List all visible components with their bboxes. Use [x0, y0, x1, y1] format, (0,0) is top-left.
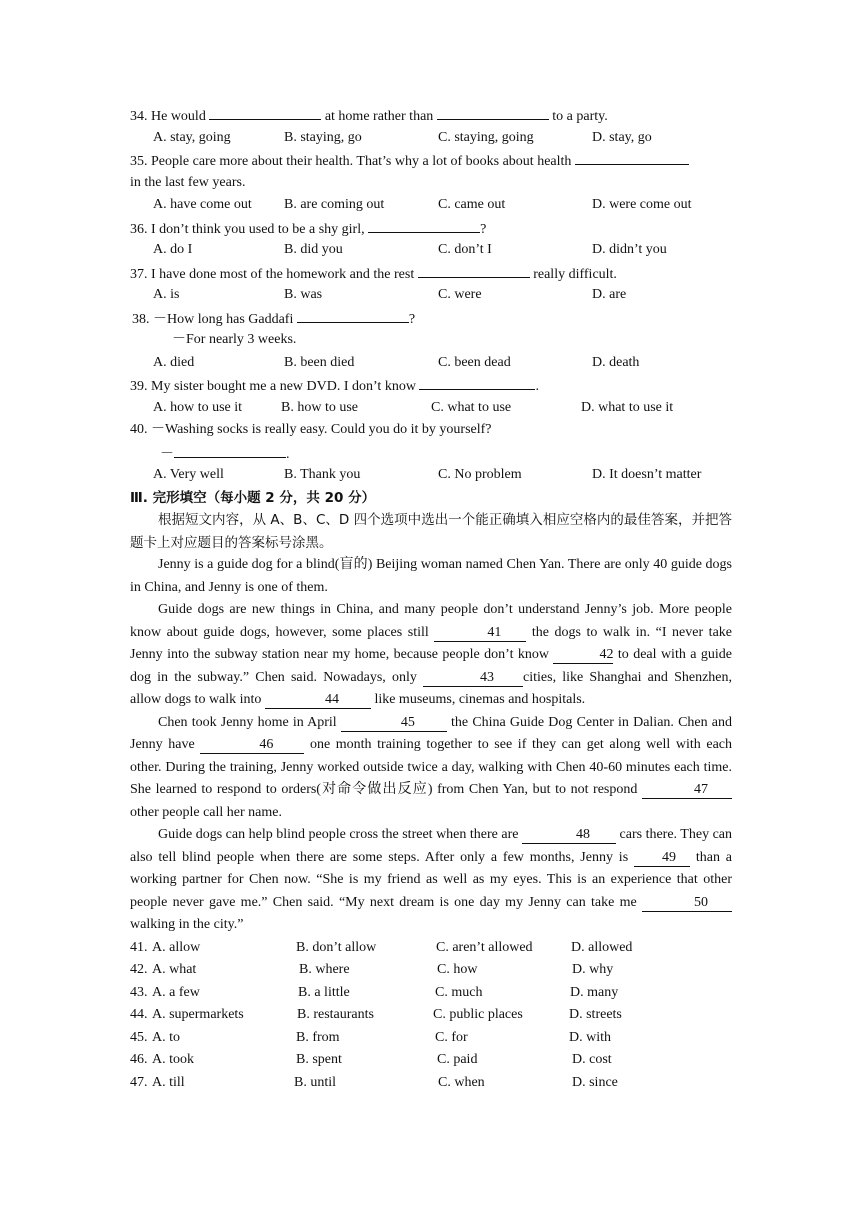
dialogue-dash: －	[160, 446, 174, 462]
question-stem: really difficult.	[533, 266, 617, 282]
cloze-options-43	[130, 982, 732, 1005]
option-a: A. took	[152, 1052, 194, 1067]
question-stem: to a party.	[552, 109, 608, 124]
option-b: B. staying, go	[284, 129, 362, 145]
option-c: C. how	[437, 962, 478, 977]
cloze-blank-46: 46	[200, 737, 304, 754]
option-a: A. what	[152, 962, 197, 977]
option-a: A. a few	[152, 984, 200, 1000]
option-c: C. aren’t allowed	[436, 939, 533, 955]
question-stem: －Washing socks is really easy. Could you do it by yourself?	[151, 422, 492, 437]
section-instruction: 根据短文内容，从 A、B、C、D 四个选项中选出一个能正确填入相应空格内的最佳答案，并把答题卡上对应题目的答案标号涂黑。	[130, 512, 732, 551]
question-38	[130, 307, 732, 330]
passage-text: like museums, cinemas and hospitals.	[374, 692, 586, 707]
question-stem: People care more about their health. That’s why a lot of books about health	[151, 154, 572, 169]
question-37	[130, 262, 732, 285]
option-b: B. a little	[298, 984, 350, 1000]
option-a: A. to	[152, 1029, 180, 1045]
question-38-reply	[130, 329, 732, 352]
options-36	[130, 239, 732, 262]
cloze-options-44	[130, 1004, 732, 1027]
option-c: C. don’t I	[438, 242, 492, 257]
answer-blank	[437, 104, 549, 120]
question-number: 40.	[130, 422, 148, 437]
option-a: A. stay, going	[153, 129, 231, 145]
question-number: 35.	[130, 154, 148, 169]
option-d: D. what to use it	[581, 399, 674, 415]
option-number: 47.	[130, 1074, 148, 1090]
cloze-blank-44: 44	[265, 692, 371, 709]
option-d: D. cost	[572, 1052, 612, 1067]
cloze-blank-41: 41	[434, 625, 526, 642]
answer-blank	[209, 104, 321, 120]
cloze-options-41	[130, 937, 732, 960]
option-number: 46.	[130, 1052, 148, 1067]
passage-text: walking in the	[130, 917, 211, 932]
option-c: C. were	[438, 287, 482, 302]
answer-blank	[418, 262, 530, 278]
option-c: C. came out	[438, 197, 506, 212]
question-number: 34.	[130, 109, 148, 124]
passage-text: cars there. They can also tell blind people when there	[130, 827, 732, 865]
passage-paragraph-2	[130, 599, 732, 712]
cloze-blank-48: 48	[522, 827, 616, 844]
option-d: D. many	[570, 984, 619, 1000]
option-number: 41.	[130, 939, 148, 955]
options-38	[130, 352, 732, 375]
answer-blank	[368, 217, 480, 233]
passage-text: other people call her name.	[130, 804, 282, 820]
passage-text: the China Guide Dog Center in Dalian. Chen and Jenny have	[130, 714, 733, 752]
option-b: B. was	[284, 287, 323, 302]
question-number: 36.	[130, 221, 148, 237]
option-c: C. paid	[437, 1052, 478, 1067]
option-a: A. died	[153, 354, 195, 370]
options-34	[130, 127, 732, 150]
question-stem: .	[535, 379, 539, 394]
passage-text: are some steps. After only a few months, Jenny is	[329, 849, 629, 865]
cloze-options-47	[130, 1072, 732, 1095]
question-40-reply	[130, 442, 732, 465]
option-c: C. No problem	[438, 467, 522, 482]
option-d: D. with	[569, 1029, 611, 1045]
option-c: C. staying, going	[438, 129, 534, 145]
answer-blank	[174, 442, 286, 458]
question-stem: .	[286, 446, 290, 462]
cloze-blank-43: 43	[423, 670, 523, 687]
option-a: A. is	[153, 287, 180, 302]
question-stem: ?	[480, 221, 487, 237]
question-35-cont	[130, 172, 732, 195]
passage-paragraph-1: Jenny is a guide dog for a blind(盲的) Beijing woman named Chen Yan. There are only 40 guide dogs in China, and Jenny is one of them.	[130, 557, 732, 595]
option-a: A. supermarkets	[152, 1007, 244, 1022]
options-40	[130, 464, 732, 487]
question-40	[130, 419, 732, 442]
passage-text: one month training together to see if they can get along well with each other. During the training, Jenny worked outside twice a day, walking with Chen 40-60 minutes each time. She learned to respond to orders(对命令做出反应) from Chen Yan, but to not respond	[130, 737, 733, 797]
question-stem: I have done most of the homework and the rest	[151, 266, 415, 282]
dialogue-reply: －For nearly 3 weeks.	[172, 332, 297, 347]
passage-text: Guide dogs are new things in China, and many people don’t understand Jenny’s job. More people know about guide dogs, however, some places still	[130, 602, 732, 640]
cloze-blank-42: 42	[553, 647, 613, 664]
option-number: 45.	[130, 1029, 148, 1045]
cloze-blank-45: 45	[341, 715, 447, 732]
option-a: A. till	[152, 1074, 185, 1090]
question-number: 37.	[130, 266, 148, 282]
passage-text: Chen took Jenny home in April	[158, 714, 337, 730]
option-b: B. from	[296, 1029, 340, 1045]
options-37	[130, 284, 732, 307]
option-d: D. streets	[569, 1007, 622, 1022]
answer-blank	[575, 149, 689, 165]
section-title: Ⅲ. 完形填空（每小题 2 分，共 20 分）	[130, 489, 376, 506]
option-b: B. until	[294, 1074, 337, 1090]
option-b: B. been died	[284, 354, 355, 370]
option-d: D. death	[592, 354, 640, 370]
options-39	[130, 397, 732, 420]
question-number: 38.	[132, 311, 150, 327]
question-stem: I don’t think you used to be a shy girl,	[151, 221, 365, 237]
answer-blank	[297, 307, 409, 323]
options-35	[130, 194, 732, 217]
passage-text: cities, like Shanghai and Shenzhen, allow dogs to walk into	[130, 669, 732, 707]
option-a: A. how to use it	[153, 399, 243, 415]
option-a: A. have come out	[153, 197, 252, 212]
option-c: C. when	[438, 1074, 485, 1090]
option-c: C. what to use	[431, 399, 512, 415]
passage-paragraph-4	[130, 824, 732, 937]
option-b: B. are coming out	[284, 197, 385, 212]
option-number: 42.	[130, 962, 148, 977]
option-d: D. allowed	[571, 939, 633, 955]
option-d: D. didn’t you	[592, 242, 667, 257]
option-b: B. where	[299, 962, 350, 977]
cloze-blank-50: 50	[642, 895, 732, 912]
option-b: B. spent	[296, 1052, 342, 1067]
cloze-options-45	[130, 1027, 732, 1050]
option-a: A. Very well	[153, 467, 224, 482]
question-stem: －How long has Gaddafi	[153, 311, 294, 327]
option-d: D. are	[592, 287, 627, 302]
exam-page	[130, 104, 732, 1094]
option-a: A. allow	[152, 939, 201, 955]
question-36	[130, 217, 732, 240]
passage-paragraph-3	[130, 712, 732, 825]
passage-text: the dogs to walk in. “I never take Jenny into the subway station near my home, because people don’t know	[130, 624, 733, 662]
option-b: B. Thank you	[284, 467, 361, 482]
answer-blank	[419, 374, 535, 390]
question-number: 39.	[130, 379, 148, 394]
passage-text: city.”	[213, 917, 244, 932]
question-stem: at home rather than	[324, 109, 434, 124]
passage-text: than a working partner for Chen now. “She is my friend as well as my eyes. This is an experience that other people never gave me.” Chen said. “My next dream is one day my Jenny can take me	[130, 849, 732, 910]
option-c: C. public places	[433, 1007, 523, 1022]
option-c: C. much	[435, 984, 483, 1000]
question-35	[130, 149, 732, 172]
option-d: D. were come out	[592, 197, 692, 212]
option-c: C. for	[435, 1029, 468, 1045]
option-b: B. how to use	[281, 399, 358, 415]
option-b: B. don’t allow	[296, 939, 377, 955]
cloze-options-46	[130, 1049, 732, 1072]
question-stem: ?	[408, 311, 416, 327]
cloze-blank-49: 49	[634, 850, 690, 867]
option-d: D. since	[572, 1074, 618, 1090]
question-stem: My sister bought me a new DVD. I don’t know	[151, 379, 416, 394]
question-stem: He would	[151, 109, 206, 124]
cloze-blank-47: 47	[642, 782, 732, 799]
option-number: 43.	[130, 984, 148, 1000]
cloze-options-42	[130, 959, 732, 982]
question-stem: in the last few years.	[130, 174, 246, 190]
option-d: D. It doesn’t matter	[592, 467, 702, 482]
option-b: B. did you	[284, 242, 343, 257]
question-34	[130, 104, 732, 127]
option-a: A. do I	[153, 242, 193, 257]
option-d: D. why	[572, 962, 614, 977]
option-b: B. restaurants	[297, 1007, 374, 1022]
passage-text: Guide dogs can help blind people cross the street when there are	[158, 827, 519, 842]
option-c: C. been dead	[438, 354, 511, 370]
passage-text: to deal with a guide dog in the subway.” Chen said. Nowadays, only	[130, 647, 733, 685]
option-d: D. stay, go	[592, 129, 652, 145]
question-39	[130, 374, 732, 397]
option-number: 44.	[130, 1007, 148, 1022]
